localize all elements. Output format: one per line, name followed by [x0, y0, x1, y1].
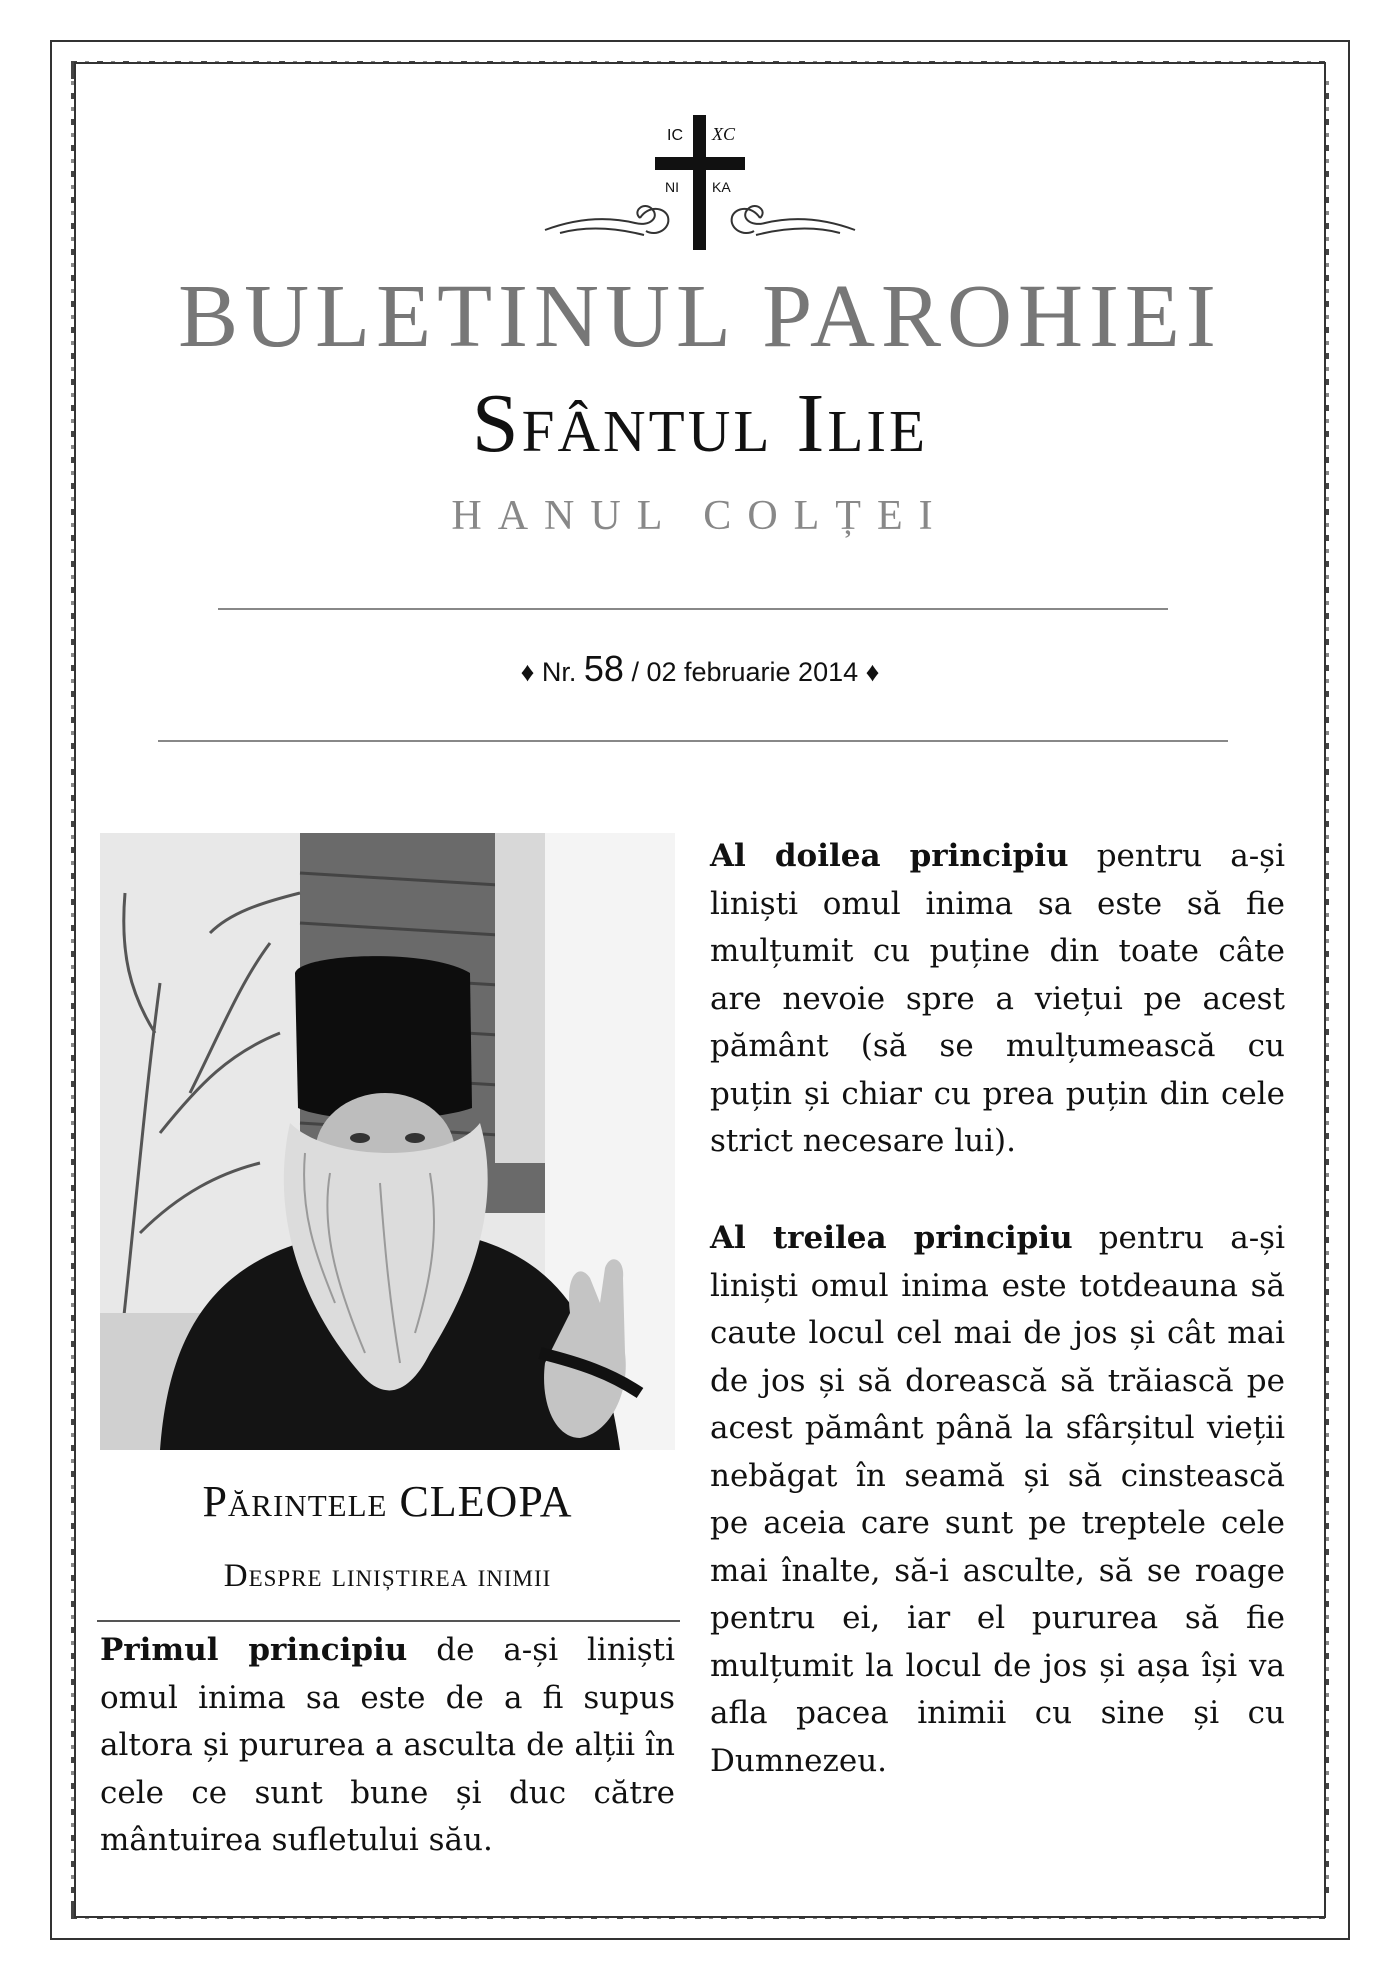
paragraph-lead: Al treilea principiu	[710, 1220, 1073, 1256]
paragraph-lead: Primul principiu	[100, 1632, 408, 1668]
issue-date: / 02 februarie 2014	[631, 657, 859, 687]
orthodox-cross-icon	[540, 105, 860, 265]
caption-divider	[97, 1620, 680, 1622]
paragraph-text: de a-și liniști omul inima sa este de a fi supus altora și pururea a asculta de alții în cele ce sunt bune și duc către mântuirea sufletului său.	[100, 1632, 675, 1858]
paragraph-lead: Al doilea principiu	[710, 838, 1069, 874]
issue-number: 58	[583, 648, 624, 689]
emblem-letter-ic: IC	[667, 127, 683, 144]
parish-place: HANUL COLȚEI	[451, 493, 949, 539]
flourish-right-icon	[732, 206, 855, 235]
paragraph-first-principle	[100, 1627, 675, 1865]
issue-prefix: Nr.	[541, 657, 577, 687]
caption-title: Părintele CLEOPA	[202, 1477, 573, 1526]
parish-name: Sfântul Ilie	[471, 377, 929, 470]
paragraph-second-principle	[710, 833, 1285, 1166]
paragraph-text: pentru a-și liniști omul inima sa este să fie mulțumit cu puține din toate câte are nevoie spre a viețui pe acest pământ (să se mulțumească cu puțin și chiar cu prea puțin din cele strict necesare lui).	[710, 838, 1285, 1159]
issue-line	[0, 648, 1400, 690]
emblem-letter-ni: NI	[665, 179, 679, 195]
bulletin-title: BULETINUL PAROHIEI	[178, 267, 1222, 366]
emblem-letter-ka: KA	[712, 179, 731, 195]
flourish-left-icon	[545, 206, 668, 235]
divider-bottom	[158, 740, 1228, 742]
paragraph-text: pentru a-și liniști omul inima este totdeauna să caute locul cel mai de jos și cât mai de jos și să dorească să trăiască pe acest pământ până la sfârșitul vieții nebăgat în seamă și să cinstească pe aceia care sunt pe treptele cele mai înalte, să-i asculte, să se roage pentru ei, iar el pururea să fie mulțumit la locul de jos și așa își va afla pacea inimii cu sine și cu Dumnezeu.	[710, 1220, 1285, 1779]
divider-top	[218, 608, 1168, 610]
diamond-left-icon: ♦	[520, 657, 535, 687]
monk-portrait-photo	[100, 833, 675, 1450]
emblem-letter-xc: XC	[712, 124, 736, 144]
paragraph-third-principle	[710, 1215, 1285, 1785]
diamond-right-icon: ♦	[865, 657, 880, 687]
caption-subtitle: Despre liniștirea inimii	[223, 1558, 552, 1594]
